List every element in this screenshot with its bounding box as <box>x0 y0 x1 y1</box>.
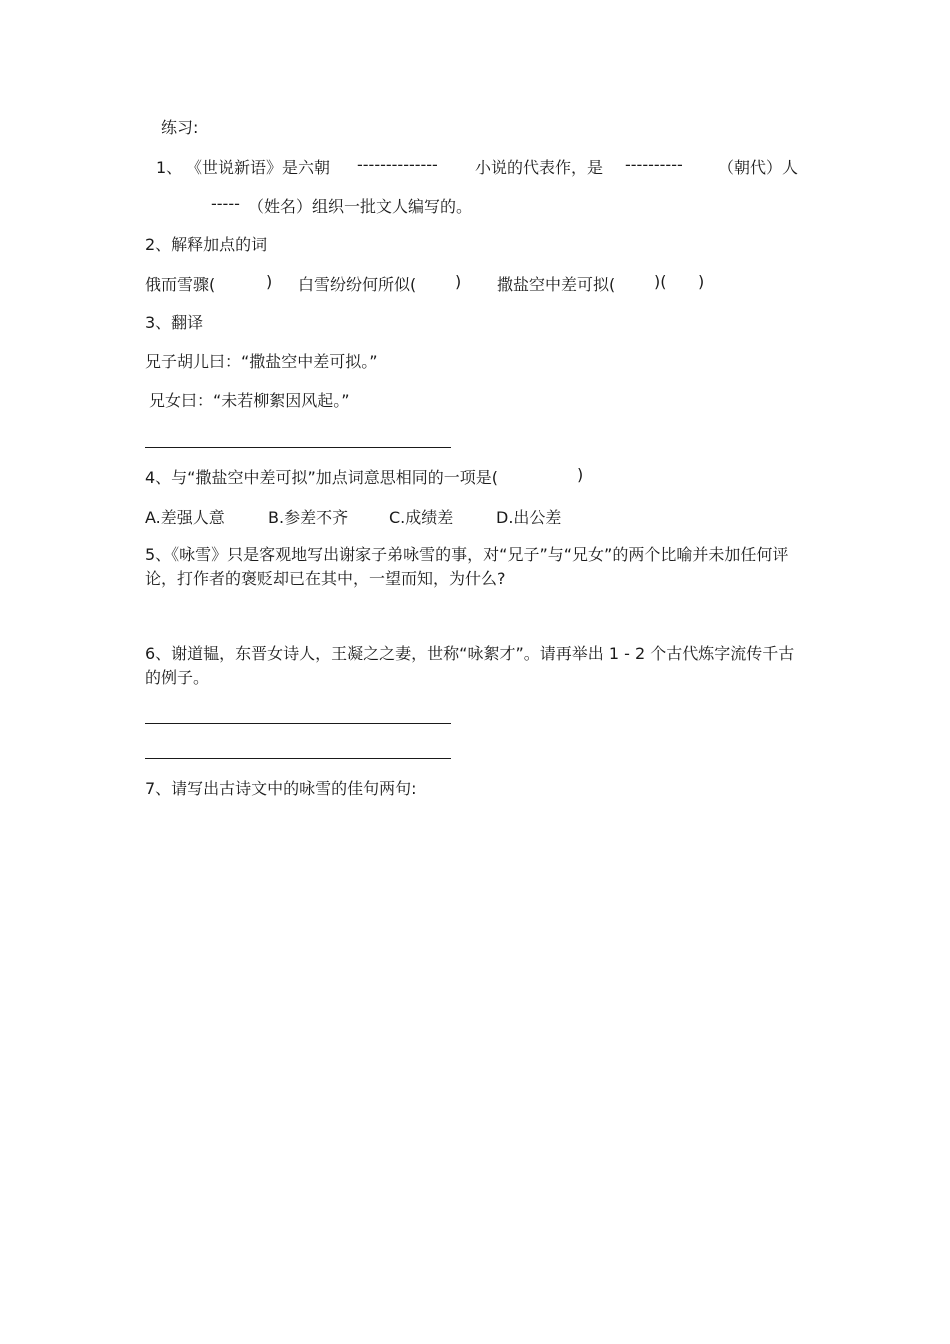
q1-blank-era: ---------- <box>625 155 683 174</box>
q7-text: 7、请写出古诗文中的咏雪的佳句两句: <box>145 779 417 798</box>
q2-item3: 撒盐空中差可拟( <box>497 275 616 294</box>
q2-item3-mid: )( <box>654 272 667 291</box>
q3-answer-line <box>145 447 451 448</box>
q1-number: 1、 <box>156 158 183 177</box>
q2-item1: 俄而雪骤( <box>145 275 216 294</box>
q6-text: 6、谢道韫，东晋女诗人，王凝之之妻，世称“咏絮才”。请再举出 1 - 2 个古代炼字流传千古的例子。 <box>145 644 795 687</box>
q6-answer-line-1 <box>145 723 451 724</box>
q1-text-part2: 小说的代表作，是 <box>475 158 604 177</box>
q1-blank-name: ----- <box>211 194 240 213</box>
q4-title: 4、与“撒盐空中差可拟”加点词意思相同的一项是( <box>145 468 499 487</box>
q4-option-c: C.成绩差 <box>389 508 454 527</box>
q2-title: 2、解释加点的词 <box>145 235 268 254</box>
q3-line1: 兄子胡儿曰：“撒盐空中差可拟。” <box>145 352 378 371</box>
q1-text-part3: （朝代）人 <box>718 158 799 177</box>
q3-title: 3、翻译 <box>145 313 204 332</box>
q3-line2: 兄女曰：“未若柳絮因风起。” <box>149 391 350 410</box>
q6-answer-line-2 <box>145 758 451 759</box>
q4-option-a: A.差强人意 <box>145 508 225 527</box>
q2-item3-close: ) <box>698 272 705 291</box>
q1-blank-dynasty: -------------- <box>357 155 438 174</box>
exercise-heading: 练习: <box>161 118 199 137</box>
q4-option-d: D.出公差 <box>496 508 562 527</box>
q4-option-b: B.参差不齐 <box>268 508 349 527</box>
q4-title-close: ) <box>577 465 584 484</box>
q1-text-part4: （姓名）组织一批文人编写的。 <box>248 197 473 216</box>
q2-item1-close: ) <box>266 272 273 291</box>
q5-text: 5、《咏雪》只是客观地写出谢家子弟咏雪的事，对“兄子”与“兄女”的两个比喻并未加任何评论，打作者的褒贬却已在其中，一望而知，为什么? <box>145 545 789 588</box>
q2-item2: 白雪纷纷何所似( <box>298 275 417 294</box>
q1-text-part1: 《世说新语》是六朝 <box>186 158 331 177</box>
q2-item2-close: ) <box>455 272 462 291</box>
